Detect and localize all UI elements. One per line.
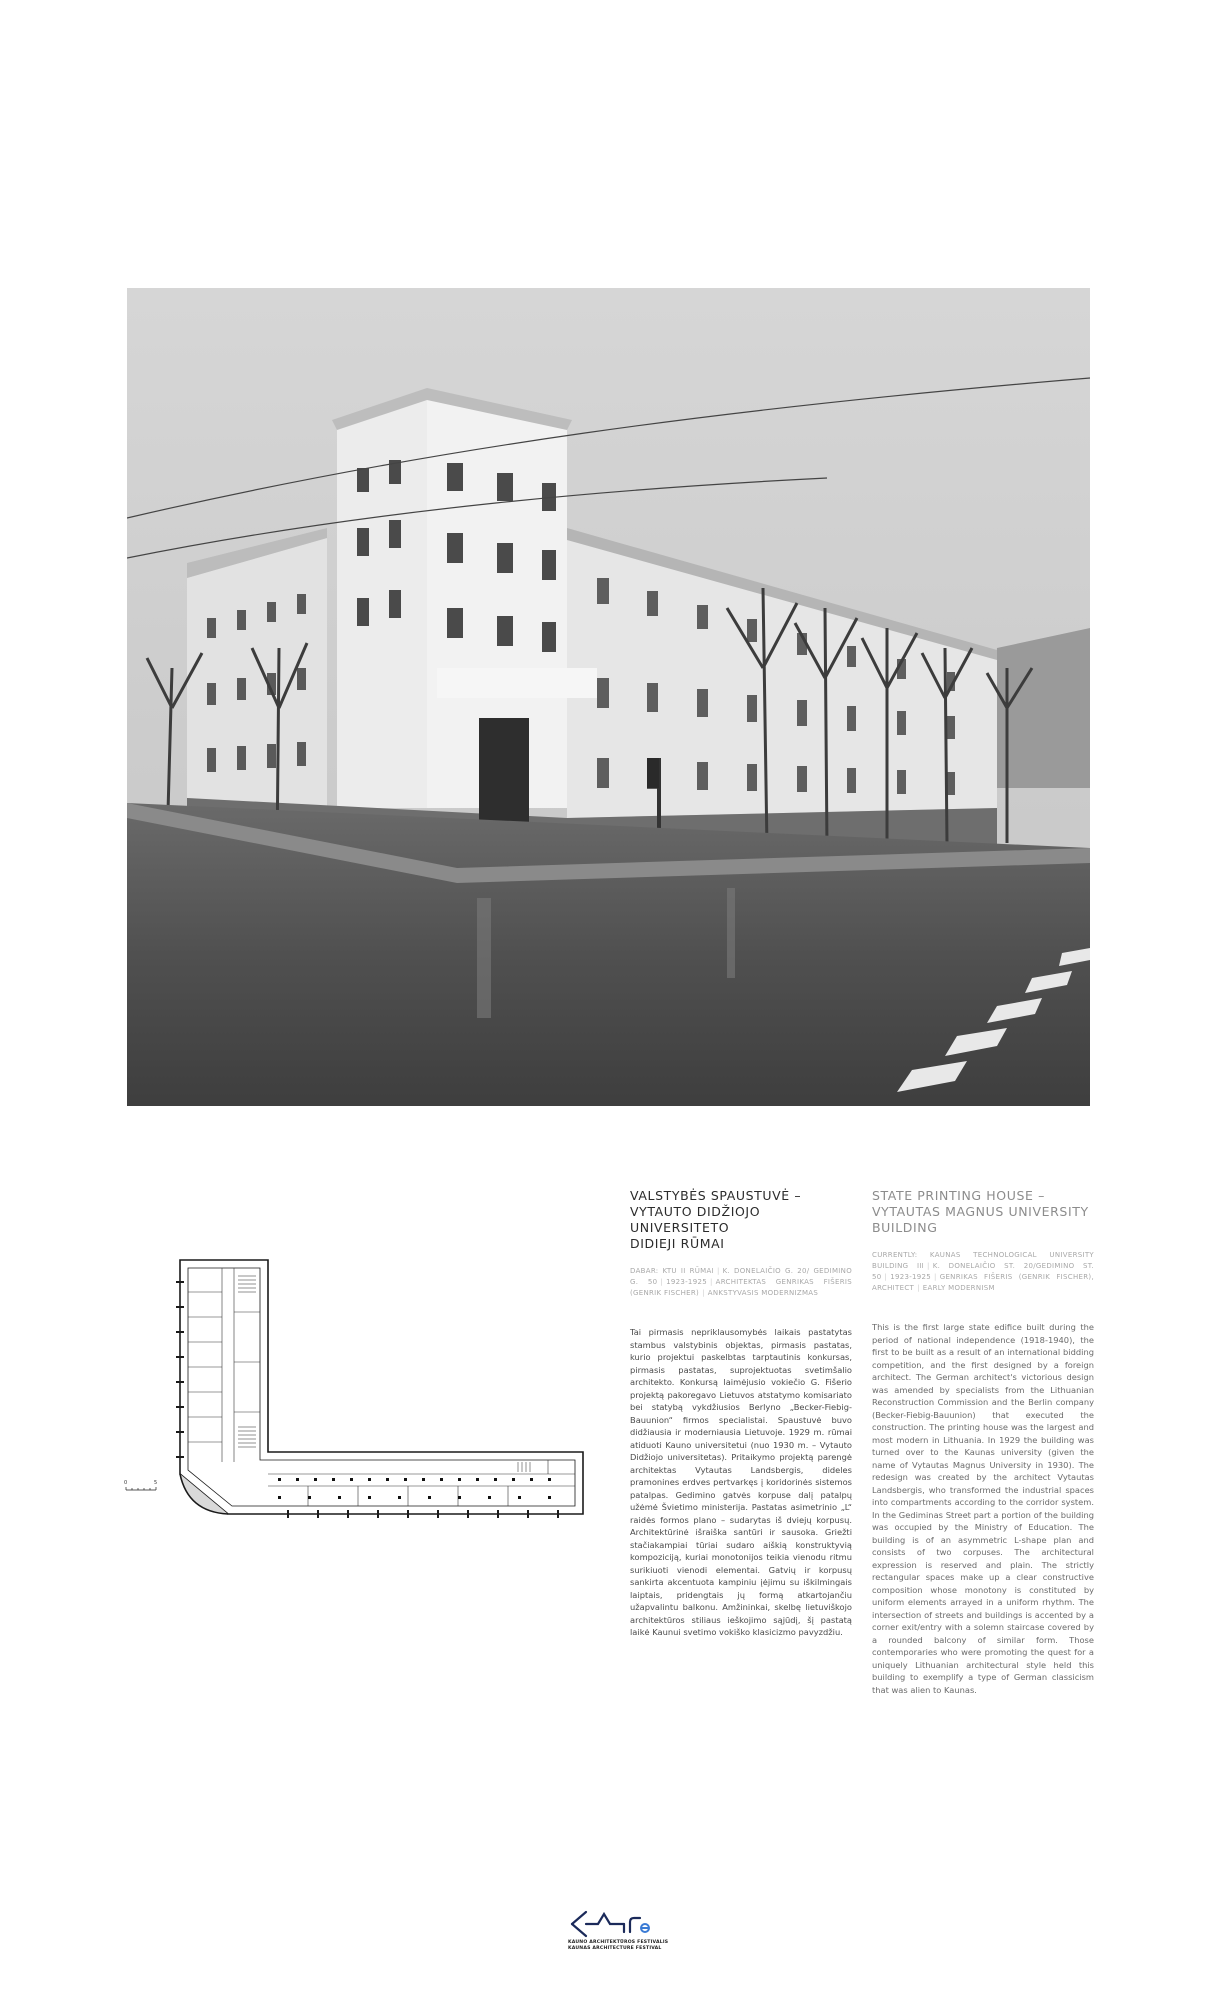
lt-title-line3: DIDIEJI RŪMAI	[630, 1236, 725, 1251]
scale-label-end: 5	[154, 1480, 158, 1486]
building-photo-image	[127, 288, 1090, 1106]
en-meta-architect: GENRIKAS FIŠERIS (GENRIK FISCHER), ARCHITECT	[872, 1273, 1094, 1292]
en-title-line3: BUILDING	[872, 1220, 938, 1235]
lt-meta: DABAR: KTU II RŪMAI | K. DONELAIČIO G. 20/ GEDIMINO G. 50 | 1923-1925 | ARCHITEKTAS GENRIKAS FIŠERIS (GENRIK FISCHER) | ANKSTYVASIS MODERNIZMAS	[630, 1267, 852, 1297]
en-meta-address: K. DONELAIČIO ST. 20/GEDIMINO ST. 50	[872, 1262, 1094, 1281]
lt-title-line1: VALSTYBĖS SPAUSTUVĖ –	[630, 1188, 802, 1203]
festival-name-lt: KAUNO ARCHITEKTŪROS FESTIVALIS	[568, 1940, 669, 1945]
english-column	[872, 1188, 1094, 1696]
en-meta: CURRENTLY: KAUNAS TECHNOLOGICAL UNIVERSITY BUILDING III | K. DONELAIČIO ST. 20/GEDIMINO ST. 50 | 1923-1925 | GENRIKAS FIŠERIS (GENRIK FISCHER), ARCHITECT | EARLY MODERNISM	[872, 1251, 1094, 1292]
en-title	[872, 1188, 1094, 1236]
en-title-line2: VYTAUTAS MAGNUS UNIVERSITY	[872, 1204, 1089, 1219]
lt-meta-architect: ARCHITEKTAS GENRIKAS FIŠERIS (GENRIK FISCHER)	[630, 1278, 852, 1297]
en-meta-current: CURRENTLY: KAUNAS TECHNOLOGICAL UNIVERSITY BUILDING III	[872, 1251, 1094, 1270]
festival-name-en: KAUNAS ARCHITECTURE FESTIVAL	[568, 1946, 662, 1951]
en-meta-style: EARLY MODERNISM	[922, 1284, 995, 1292]
floor-plan	[118, 1252, 593, 1522]
en-title-line1: STATE PRINTING HOUSE –	[872, 1188, 1045, 1203]
en-body: This is the first large state edifice built during the period of national independence (1918-1940), the first to be built as a result of an international bidding competition, and the first designed by a foreign architect. The German architect's victorious design was amended by specialists from the Lithuanian Reconstruction Commission and the Berlin company (Becker-Fiebig-Bauunion) that executed the construction. The printing house was the largest and most modern in Lithuania. In 1929 the building was turned over to the Kaunas university (given the name of Vytautas Magnus University in 1930). The redesign was created by the architect Vytautas Landsbergis, who transformed the industrial spaces into compartments according to the corridor system. In the Gediminas Street part a portion of the building was occupied by the Ministry of Education. The building is of an asymmetric L-shape plan and consists of two corpuses. The architectural expression is reserved and plain. The strictly rectangular spaces make up a clear constructive composition whose monotony is constituted by uniform elements arrayed in a uniform rhythm. The intersection of streets and buildings is accented by a corner exit/entry with a solemn staircase covered by a rounded balcony of similar form. Those contemporaries who were promoting the quest for a uniquely Lithuanian architectural style held this building to exemplify a type of German classicism that was alien to Kaunas.	[872, 1322, 1094, 1695]
en-meta-years: 1923-1925	[890, 1273, 932, 1281]
festival-logo	[568, 1902, 652, 1962]
lt-title	[630, 1188, 852, 1252]
lt-meta-years: 1923-1925	[666, 1278, 707, 1286]
lt-title-line2: VYTAUTO DIDŽIOJO UNIVERSITETO	[630, 1204, 761, 1235]
lithuanian-column	[630, 1188, 852, 1639]
festival-logo-icon	[568, 1902, 652, 1940]
lt-meta-style: ANKSTYVASIS MODERNIZMAS	[707, 1289, 819, 1297]
lt-meta-current: DABAR: KTU II RŪMAI	[630, 1267, 714, 1275]
building-photo	[127, 288, 1090, 1106]
festival-logo-text	[568, 1940, 678, 1952]
scale-label-start: 0	[124, 1480, 128, 1486]
lt-meta-address: K. DONELAIČIO G. 20/ GEDIMINO G. 50	[630, 1267, 852, 1286]
lt-body: Tai pirmasis nepriklausomybės laikais pastatytas stambus valstybinis objektas, pirmasis pastatas, kurio projektui paskelbtas tarptautinis konkursas, pirmasis pastatas, suprojektuotas svetimšalio architekto. Konkursą laimėjusio vokiečio G. Fišerio projektą pakoregavo Lietuvos atstatymo komisariato bei statybą vykdžiusios Berlyno „Becker-Fiebig-Bauunion“ firmos specialistai. Spaustuvė buvo didžiausia ir moderniausia Lietuvoje. 1929 m. rūmai atiduoti Kauno universitetui (nuo 1930 m. – Vytauto Didžiojo universitetas). Pritaikymo projektą parengė architektas Vytautas Landsbergis, dideles pramonines erdves pertvarkęs į koridorinės sistemos patalpas. Gedimino gatvės korpuse dalį patalpų užėmė Švietimo ministerija. Pastatas asimetrinio „L“ raidės formos plano – sudarytas iš dviejų korpusų. Architektūrinė išraiška santūri ir sausoka. Griežti stačiakampiai tūriai sudaro aiškią konstruktyvią kompoziciją, kuriai monotonijos teikia vienodu ritmu surikiuoti vienodi elementai. Gatvių ir korpusų sankirta akcentuota kampiniu įėjimu su iškilmingais laiptais, pridengtais jų formą atkartojančiu užapvalintu balkonu. Amžininkai, skelbę lietuviškojo architektūros stiliaus ieškojimo sąjūdį, šį pastatą laikė Kaunui svetimo vokiško klasicizmo pavyzdžiu.	[630, 1327, 852, 1637]
floor-plan-drawing	[118, 1252, 593, 1522]
